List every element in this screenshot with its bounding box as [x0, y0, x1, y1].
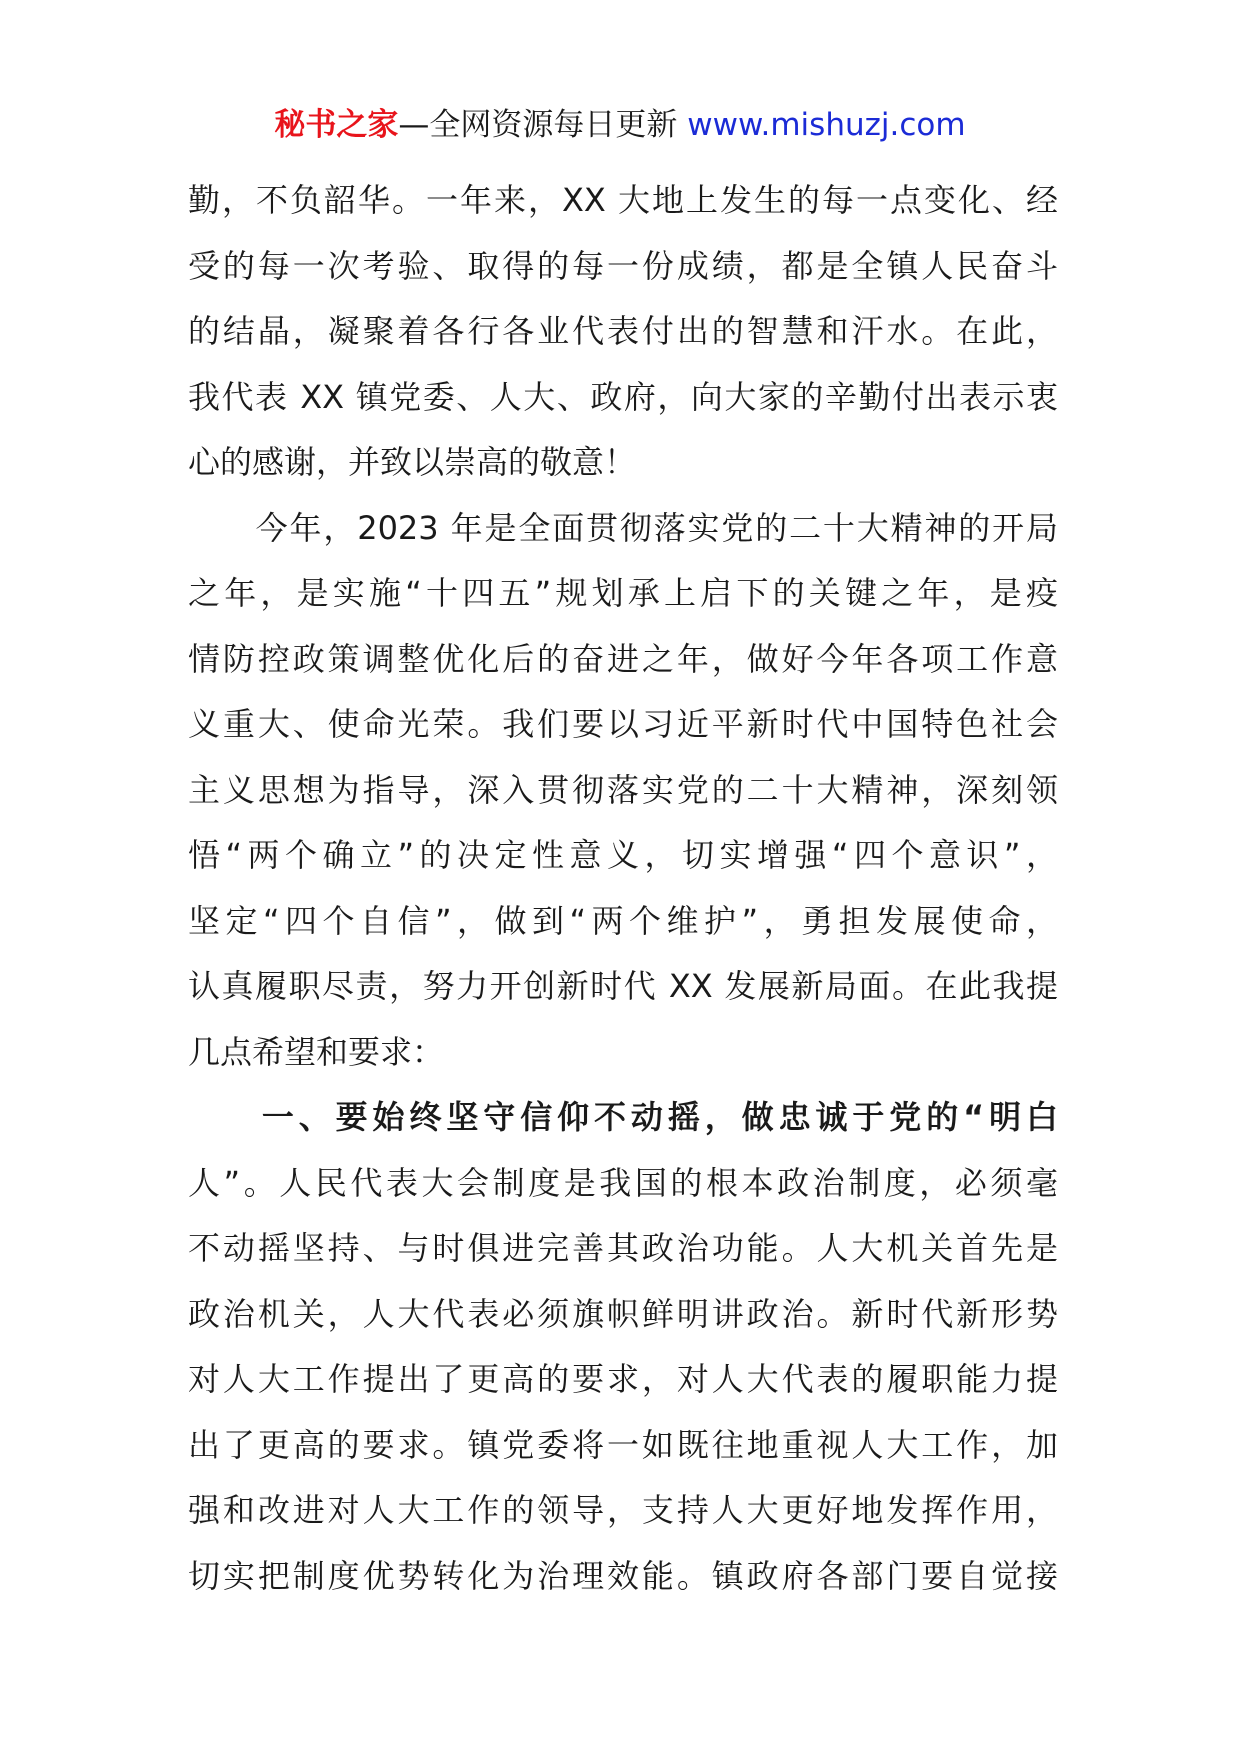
text-line: 悟“两个确立”的决定性意义，切实增强“四个意识”，	[188, 836, 1058, 874]
text-line: 认真履职尽责，努力开创新时代 XX 发展新局面。在此我提	[188, 967, 1058, 1005]
text-line: 情防控政策调整优化后的奋进之年，做好今年各项工作意	[188, 639, 1058, 678]
text-line: 义重大、使命光荣。我们要以习近平新时代中国特色社会	[188, 705, 1058, 743]
text-line: 不动摇坚持、与时俱进完善其政治功能。人大机关首先是	[188, 1229, 1058, 1267]
text-line: 对人大工作提出了更高的要求，对人大代表的履职能力提	[188, 1360, 1058, 1398]
text-line: 人”。人民代表大会制度是我国的根本政治制度，必须毫	[188, 1163, 1058, 1202]
text-line: 勤，不负韶华。一年来，XX 大地上发生的每一点变化、经	[188, 181, 1058, 219]
text-line: 切实把制度优势转化为治理效能。镇政府各部门要自觉接	[188, 1556, 1058, 1595]
document-body	[188, 168, 1058, 1609]
text-line: 一、要始终坚守信仰不动摇，做忠诚于党的“明白	[188, 1098, 1058, 1136]
text-line: 的结晶，凝聚着各行各业代表付出的智慧和汗水。在此，	[188, 312, 1058, 350]
header-tagline: —全网资源每日更新	[398, 107, 678, 143]
text-line: 之年，是实施“十四五”规划承上启下的关键之年，是疫	[188, 574, 1058, 612]
text-line: 政治机关，人大代表必须旗帜鲜明讲政治。新时代新形势	[188, 1294, 1058, 1333]
text-line: 强和改进对人大工作的领导，支持人大更好地发挥作用，	[188, 1491, 1058, 1529]
text-line: 受的每一次考验、取得的每一份成绩，都是全镇人民奋斗	[188, 246, 1058, 285]
document-header	[0, 103, 1240, 147]
site-url-link[interactable]: www.mishuzj.com	[687, 107, 966, 143]
text-line: 我代表 XX 镇党委、人大、政府，向大家的辛勤付出表示衷	[188, 377, 1058, 416]
text-line: 今年，2023 年是全面贯彻落实党的二十大精神的开局	[188, 508, 1058, 547]
text-line: 几点希望和要求：	[188, 1032, 445, 1071]
brand-name: 秘书之家	[274, 107, 399, 143]
text-line: 心的感谢，并致以崇高的敬意！	[188, 443, 637, 481]
text-line: 主义思想为指导，深入贯彻落实党的二十大精神，深刻领	[188, 770, 1058, 809]
text-line: 坚定“四个自信”，做到“两个维护”，勇担发展使命，	[188, 901, 1058, 940]
text-line: 出了更高的要求。镇党委将一如既往地重视人大工作，加	[188, 1425, 1058, 1464]
